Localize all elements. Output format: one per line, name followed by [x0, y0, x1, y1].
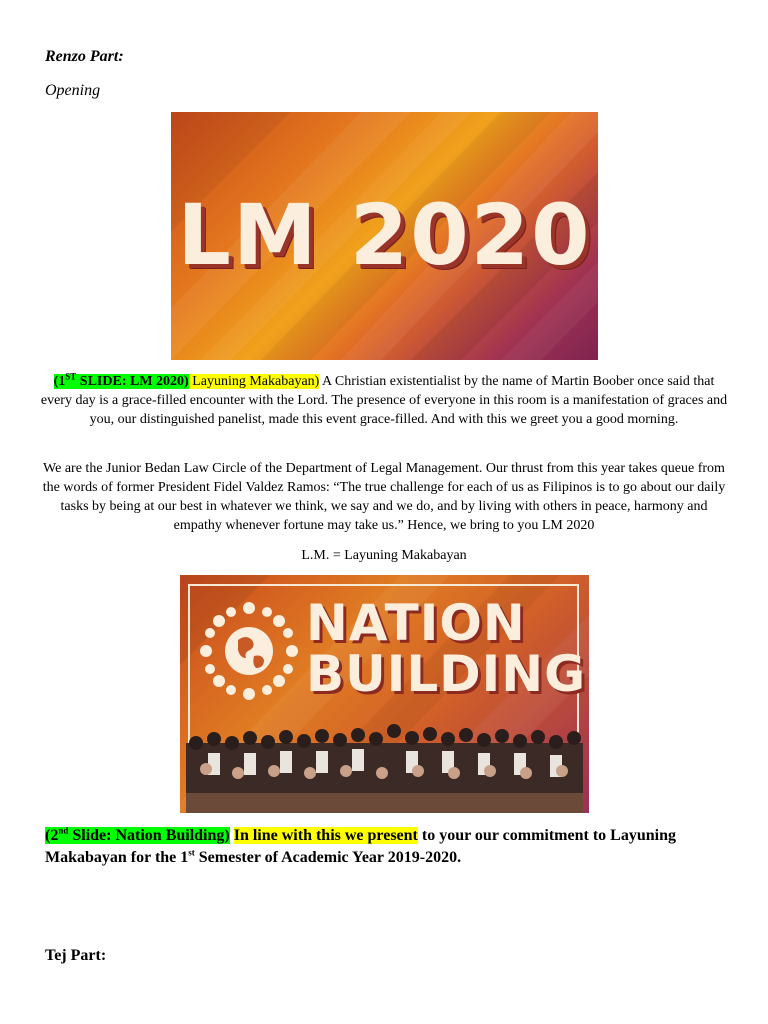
renzo-part-heading: Renzo Part:: [45, 48, 124, 65]
slide-tag-1: (1ST SLIDE: LM 2020): [53, 371, 189, 389]
commitment-text-b: Semester of Academic Year 2019-2020.: [194, 849, 462, 866]
paragraph-lm-definition: L.M. = Layuning Makabayan: [301, 548, 467, 563]
nation-building-slide-image: [180, 575, 589, 813]
paragraph-thrust: We are the Junior Bedan Law Circle of the Department of Legal Management. Our thrust from this year takes queue from the words of former President Fidel Valdez Ramos: “The true challenge for each of us as Filipinos is to go about our daily tasks by being at our best in whatever we think, we say and we do, and by living with others in peace, harmony and empathy whenever fortune may take us.” Hence, we bring to you LM 2020: [42, 461, 726, 533]
nation-title-text: NATION: [306, 594, 526, 652]
opening-label: Opening: [45, 82, 101, 99]
slide-tag-2: (2nd Slide: Nation Building): [45, 825, 230, 844]
building-title-text: BUILDING: [306, 645, 587, 703]
highlight-layuning: Layuning Makabayan): [188, 374, 320, 389]
intro-text: A Christian existentialist by the name of Martin Boober once said that every day is a grace-filled encounter with the Lord. The presence of everyone in this room is a manifestation of graces and you, our distinguished panelist, made this event grace-filled. And with this we greet you a good morning.: [40, 374, 728, 427]
lm-2020-title: LM 2020: [177, 186, 592, 284]
paragraph-commitment: [45, 825, 735, 869]
commitment-text-a: to your our commitment to Layuning Makabayan for the 1: [45, 827, 676, 866]
group-photo: [186, 713, 583, 813]
lm-2020-slide-image: [171, 112, 598, 360]
globe-people-logo-icon: [198, 600, 300, 702]
commitment-sup: st: [188, 847, 195, 858]
tej-part-heading: Tej Part:: [45, 947, 107, 964]
highlight-in-line: In line with this we present: [233, 827, 418, 844]
paragraph-intro: [40, 372, 728, 429]
